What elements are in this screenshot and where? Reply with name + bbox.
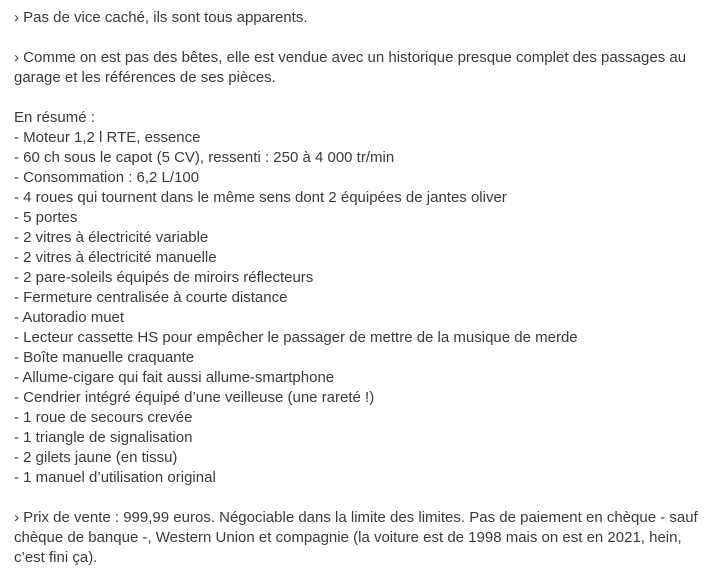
summary-item: - 1 roue de secours crevée <box>14 409 193 426</box>
summary-item: - 60 ch sous le capot (5 CV), ressenti : 250 à 4 000 tr/min <box>14 149 395 166</box>
summary-heading: En résumé : <box>14 109 95 126</box>
summary-item: - Moteur 1,2 l RTE, essence <box>14 129 201 146</box>
summary-item: - Autoradio muet <box>14 309 125 326</box>
summary-item: - 2 vitres à électricité manuelle <box>14 249 217 266</box>
paragraph-vice-cache: › Pas de vice caché, ils sont tous apparents. <box>14 9 308 26</box>
summary-item: - Cendrier intégré équipé d’une veilleuse (une rareté !) <box>14 389 375 406</box>
summary-item: - 4 roues qui tournent dans le même sens dont 2 équipées de jantes oliver <box>14 189 507 206</box>
summary-list <box>14 128 706 488</box>
summary-item: - Lecteur cassette HS pour empêcher le passager de mettre de la musique de merde <box>14 329 578 346</box>
paragraph-historique: › Comme on est pas des bêtes, elle est vendue avec un historique presque complet des passages au garage et les références de ses pièces. <box>14 49 687 86</box>
summary-item: - Allume-cigare qui fait aussi allume-smartphone <box>14 369 335 386</box>
summary-item: - Fermeture centralisée à courte distance <box>14 289 288 306</box>
summary-item: - Consommation : 6,2 L/100 <box>14 169 200 186</box>
summary-item: - 2 gilets jaune (en tissu) <box>14 449 178 466</box>
summary-item: - 2 pare-soleils équipés de miroirs réflecteurs <box>14 269 314 286</box>
summary-section <box>14 108 706 488</box>
paragraph-prix: › Prix de vente : 999,99 euros. Négociable dans la limite des limites. Pas de paiement en chèque - sauf chèque de banque -, Western Union et compagnie (la voiture est de 1998 mais on est en 2021, hein, c’est fini ça). <box>14 509 698 566</box>
summary-item: - 2 vitres à électricité variable <box>14 229 209 246</box>
summary-item: - 5 portes <box>14 209 78 226</box>
summary-item: - 1 manuel d’utilisation original <box>14 469 216 486</box>
summary-item: - Boîte manuelle craquante <box>14 349 195 366</box>
summary-item: - 1 triangle de signalisation <box>14 429 193 446</box>
